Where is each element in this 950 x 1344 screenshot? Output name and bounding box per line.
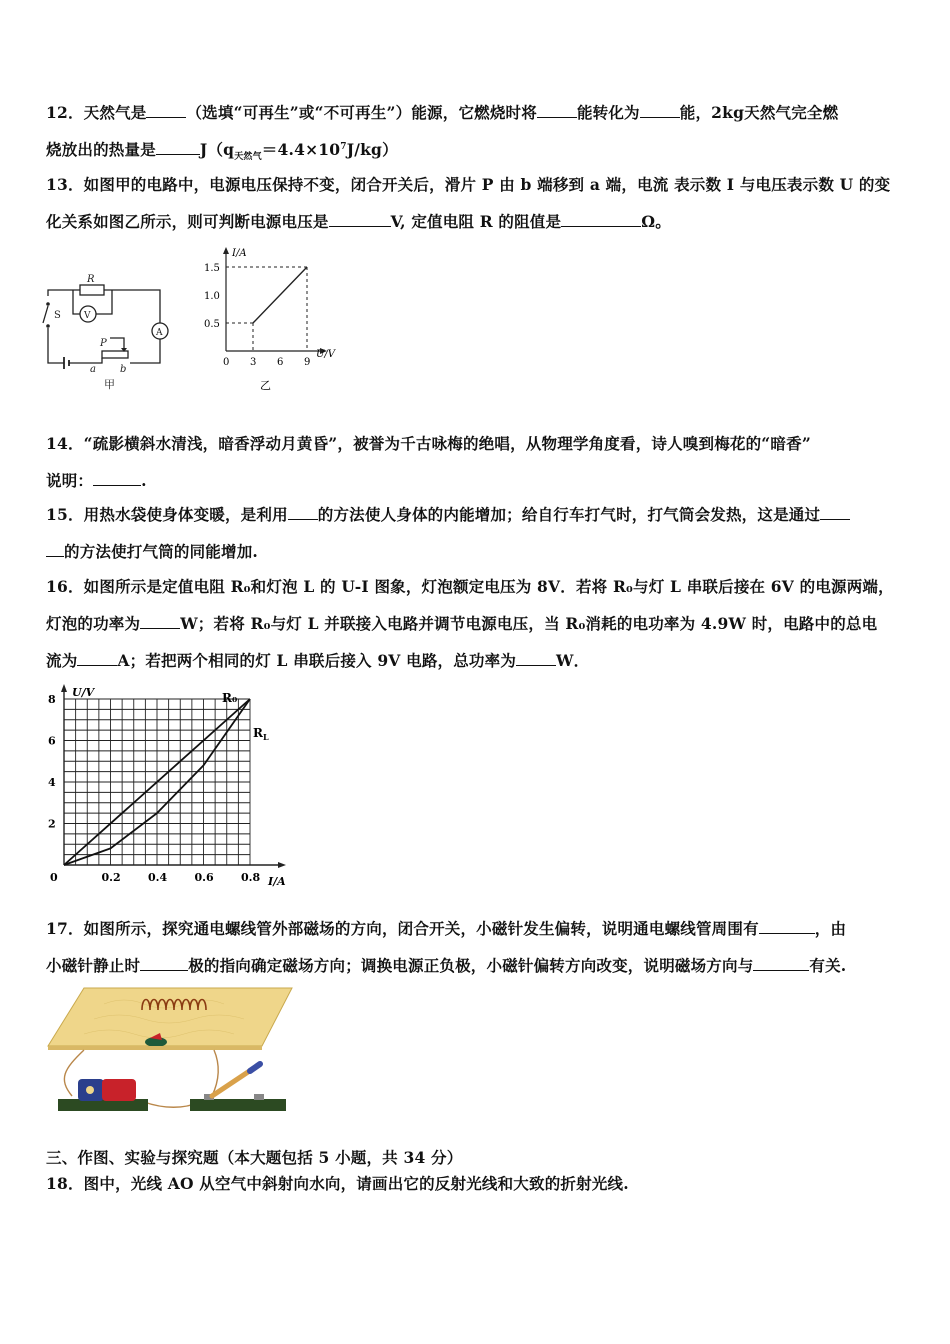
answer-blank	[820, 504, 850, 520]
answer-blank	[77, 650, 117, 666]
switch-base	[190, 1099, 286, 1111]
q12-line1: 12．天然气是 （选填“可再生”或“不可再生”）能源，它燃烧时将 能转化为 能，2kg天然气完全燃	[46, 103, 839, 122]
x-tick-label: 0.8	[241, 871, 261, 884]
series-label-r0: R₀	[222, 691, 238, 705]
series-line	[253, 267, 307, 323]
q18-line1: 18．图中，光线 AO 从空气中斜射向水向，请画出它的反射光线和大致的折射光线.	[46, 1174, 629, 1193]
answer-blank	[329, 211, 391, 227]
x-tick-label: 6	[277, 357, 284, 368]
svg-text:R: R	[87, 274, 95, 285]
answer-blank	[753, 955, 809, 971]
q17-line1: 17．如图所示，探究通电螺线管外部磁场的方向，闭合开关，小磁针发生偏转，说明通电螺线管周围有 ，由	[46, 919, 847, 938]
answer-blank	[146, 102, 186, 118]
svg-text:a: a	[90, 364, 96, 375]
resistor-r	[80, 285, 104, 295]
y-tick-label: 1.0	[204, 291, 220, 302]
chart-caption: 乙	[260, 379, 271, 392]
answer-blank	[140, 955, 188, 971]
q16-line3: 流为 A；若把两个相同的灯 L 串联后接入 9V 电路，总功率为 W．	[46, 651, 590, 670]
switch-s	[43, 306, 48, 323]
x-tick-label: 3	[250, 357, 257, 368]
x-tick-label: 0	[50, 871, 58, 884]
chart-u-i-r0-rl	[42, 680, 302, 892]
answer-blank	[288, 504, 318, 520]
answer-blank	[46, 541, 64, 557]
answer-blank	[93, 470, 141, 486]
q14-line2: 说明： .	[46, 471, 147, 490]
x-axis-label: U/V	[316, 349, 336, 360]
answer-blank	[537, 102, 577, 118]
x-tick-label: 0	[223, 357, 230, 368]
y-tick-label: 8	[48, 693, 56, 706]
y-tick-label: 2	[48, 817, 56, 831]
svg-text:甲: 甲	[104, 378, 115, 391]
q13-line1: 13．如图甲的电路中，电源电压保持不变，闭合开关后，滑片 P 由 b 端移到 a 端，电流 表示数 I 与电压表示数 U 的变	[46, 175, 891, 194]
chart-i-u-yi	[198, 244, 348, 394]
q15-line1: 15．用热水袋使身体变暖，是利用 的方法使人身体的内能增加；给自行车打气时，打气筒会发热，这是通过	[46, 503, 850, 525]
section-3-title: 三、作图、实验与探究题（本大题包括 5 小题，共 34 分）	[46, 1148, 463, 1167]
y-axis-label: I/A	[232, 248, 247, 259]
battery-base	[58, 1099, 148, 1111]
y-tick-label: 1.5	[204, 263, 220, 274]
answer-blank	[759, 918, 815, 934]
svg-text:b: b	[120, 364, 127, 375]
x-tick-label: 0.4	[148, 871, 168, 884]
answer-blank	[140, 613, 180, 629]
x-tick-label: 0.2	[101, 871, 121, 884]
circuit-diagram-jia	[40, 268, 180, 393]
svg-text:V: V	[84, 311, 91, 321]
x-tick-label: 0.6	[194, 871, 214, 884]
answer-blank	[516, 650, 556, 666]
svg-text:S: S	[54, 310, 61, 321]
q15-line2: 的方法使打气筒的同能增加.	[46, 540, 258, 562]
q12-line2: 烧放出的热量是 $J(q_{天然气}=4.4\times 10^7J/kg)$	[46, 140, 398, 163]
q16-line2: 灯泡的功率为 W；若将 R₀与灯 L 并联接入电路并调节电源电压，当 R₀消耗的电功率为 4.9W 时，电路中的总电	[46, 614, 878, 633]
x-tick-label: 9	[304, 357, 311, 368]
solenoid-experiment-image	[44, 984, 296, 1124]
answer-blank	[640, 102, 680, 118]
series-label-rl: $R_L$	[253, 726, 269, 742]
y-tick-label: 6	[48, 734, 56, 748]
q13-line2: 化关系如图乙所示，则可判断电源电压是 V, 定值电阻 R 的阻值是 Ω。	[46, 212, 671, 231]
svg-text:P: P	[100, 338, 107, 349]
q14-line1: 14．“疏影横斜水清浅，暗香浮动月黄昏”，被誉为千古咏梅的绝唱，从物理学角度看，诗人嗅到梅花的“暗香”	[46, 434, 811, 453]
y-tick-label: 4	[48, 776, 56, 789]
rheostat	[102, 351, 128, 358]
q17-line2: 小磁针静止时 极的指向确定磁场方向；调换电源正负极，小磁针偏转方向改变，说明磁场方向与 有关.	[46, 956, 847, 975]
q16-line1: 16．如图所示是定值电阻 R₀和灯泡 L 的 U-I 图象，灯泡额定电压为 8V．若将 R₀与灯 L 串联后接在 6V 的电源两端，	[46, 577, 894, 596]
answer-blank	[561, 211, 641, 227]
y-axis-label: U/V	[72, 686, 95, 699]
svg-text:A: A	[156, 328, 163, 338]
answer-blank	[156, 139, 200, 155]
x-axis-label: I/A	[268, 875, 286, 888]
y-tick-label: 0.5	[204, 319, 220, 330]
